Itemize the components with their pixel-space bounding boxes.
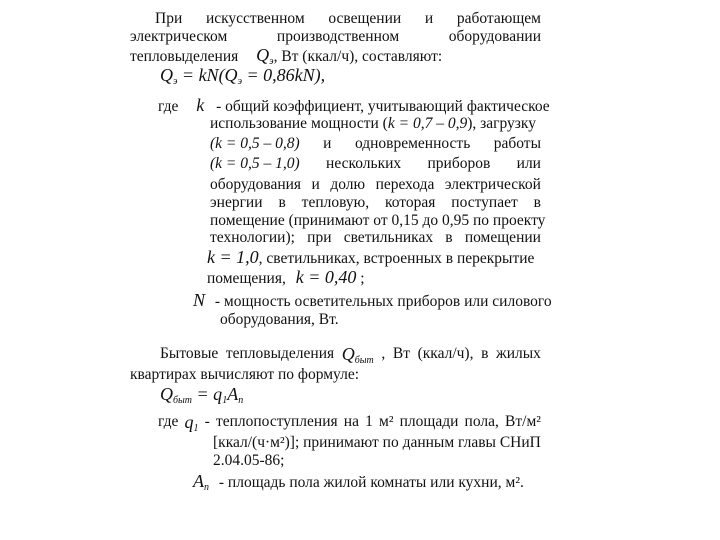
k-def-line-8: технологии); при светильниках в помещении xyxy=(210,229,541,246)
p2-formula: $Q_{быт} = q_1A_п$ xyxy=(160,384,244,406)
n-def-line-1: N - мощность осветительных приборов или силового xyxy=(193,290,552,310)
k-def-line-4: (k = 0,5 – 1,0) нескольких приборов или xyxy=(210,155,541,172)
p1-line-2: электрическом производственном оборудовании xyxy=(130,28,541,45)
p2-line-2: квартирах вычисляют по формуле: xyxy=(130,366,360,383)
k-def-line-5: оборудования и долю перехода электрической xyxy=(210,176,541,193)
q1-def-line-1: где $q_1$ - теплопоступления на 1 м² площади пола, Вт/м² xyxy=(158,412,541,434)
q-byt-symbol: $Q_{быт}$ xyxy=(341,344,374,366)
p1-formula: $Q_э = kN(Q_э = 0,86kN)$, xyxy=(160,65,326,87)
k-def-line-2: использование мощности (k = 0,7 – 0,9), загрузку xyxy=(210,115,536,132)
p1-line-3: тепловыделения $Q_э$, Вт (ккал/ч), составляют: xyxy=(130,45,443,67)
n-def-line-2: оборудования, Вт. xyxy=(220,311,339,328)
k-def-line-10: помещения, k = 0,40 ; xyxy=(207,267,365,287)
q1-def-line-2: [ккал/(ч·м²)]; принимают по данным главы СНиП xyxy=(213,434,541,451)
k-def-line-9: k = 1,0, светильниках, встроенных в перекрытие xyxy=(207,247,535,267)
k-def-line-1: где k - общий коэффициент, учитывающий фактическое xyxy=(158,95,550,115)
k-def-line-7: помещение (принимают от 0,15 до 0,95 по проекту xyxy=(210,212,546,229)
p2-line-1: Бытовые тепловыделения $Q_{быт}$ , Вт (ккал/ч), в жилых xyxy=(160,345,541,370)
q-e-symbol: $Q_э$ xyxy=(256,45,274,67)
a-def-line: $A_п$ - площадь пола жилой комнаты или кухни, м². xyxy=(193,471,524,493)
q1-def-line-3: 2.04.05-86; xyxy=(213,452,285,469)
k-def-line-6: энергии в тепловую, которая поступает в xyxy=(210,194,541,211)
k-def-line-3: (k = 0,5 – 0,8) и одновременность работы xyxy=(210,135,541,152)
p1-line-1: При искусственном освещении и работающем xyxy=(155,10,541,27)
